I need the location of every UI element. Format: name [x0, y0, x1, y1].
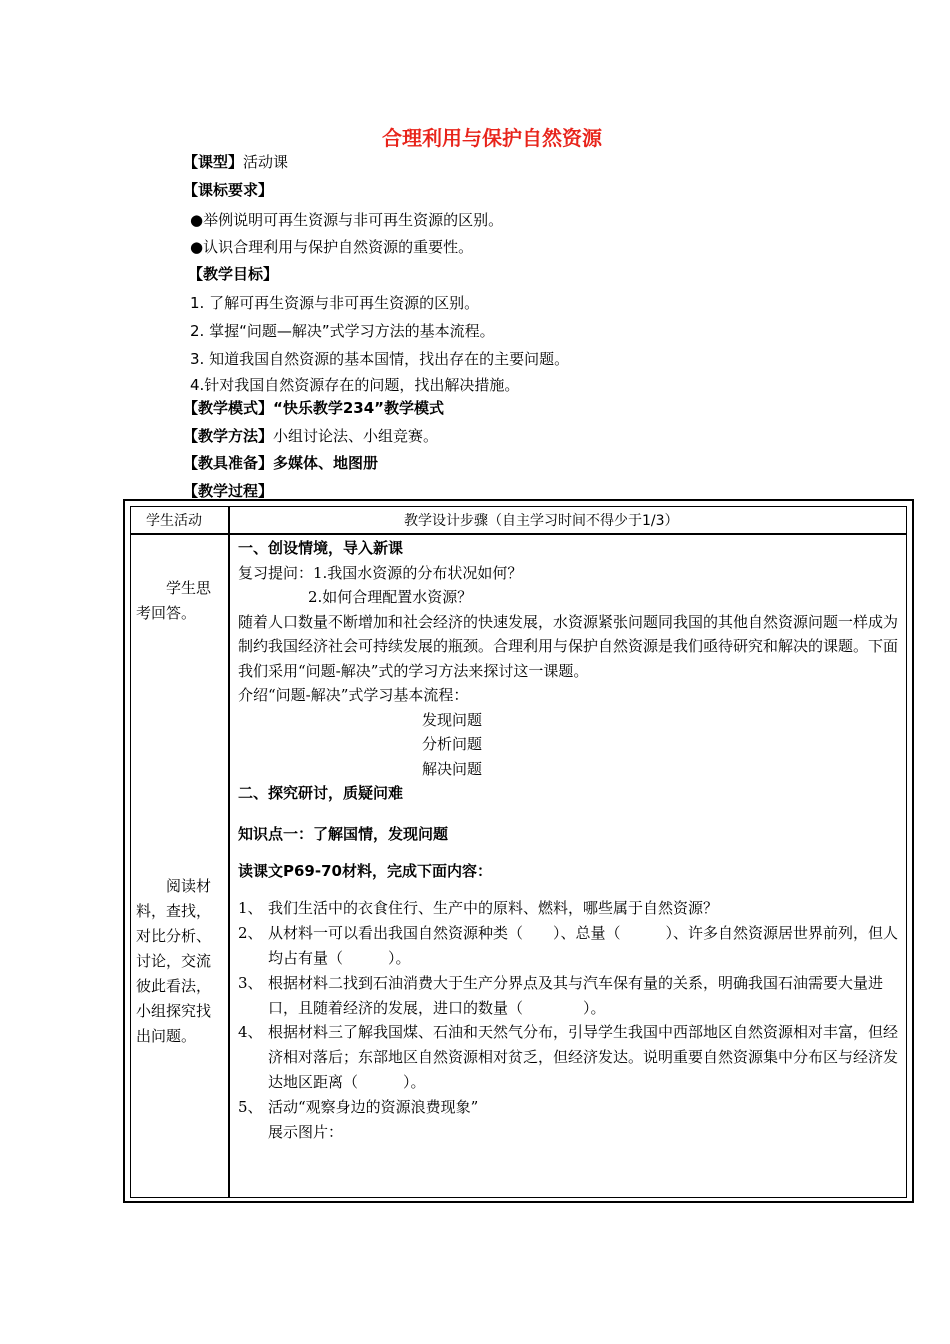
- question-text: 从材料一可以看出我国自然资源种类（ ）、总量（ ）、许多自然资源居世界前列，但人均占有量（ ）。: [268, 924, 899, 967]
- course-type-value: 活动课: [243, 153, 289, 171]
- mode-value: “快乐教学234”教学模式: [273, 399, 445, 417]
- reading-task: 读课文P69-70材料，完成下面内容：: [238, 862, 492, 880]
- question-number: 2、: [238, 924, 263, 942]
- goal-item: 1. 了解可再生资源与非可再生资源的区别。: [190, 294, 480, 312]
- standard-item: ●举例说明可再生资源与非可再生资源的区别。: [190, 211, 504, 229]
- question-number: 4、: [238, 1023, 263, 1041]
- section-intro: [238, 536, 900, 806]
- flow-step: 解决问题: [422, 759, 483, 778]
- section2-title: 二、探究研讨，质疑问难: [238, 784, 404, 802]
- flow-step: 发现问题: [422, 710, 483, 729]
- show-pictures-label: 展示图片：: [268, 1123, 344, 1141]
- teaching-tools: [183, 452, 378, 473]
- teaching-mode: [183, 397, 444, 418]
- goals-heading: [188, 263, 278, 284]
- tools-label: 【教具准备】: [183, 454, 274, 472]
- question-item: [238, 971, 900, 1021]
- course-type-label: 【课型】: [183, 153, 244, 171]
- standard-item: ●认识合理利用与保护自然资源的重要性。: [190, 238, 474, 256]
- question-text: 我们生活中的衣食住行、生产中的原料、燃料，哪些属于自然资源？: [268, 899, 719, 917]
- process-label: 【教学过程】: [183, 482, 274, 500]
- standards-heading: [183, 179, 273, 200]
- flow-step: 分析问题: [422, 735, 483, 753]
- header-design-steps: 教学设计步骤（自主学习时间不得少于1/3）: [404, 513, 679, 529]
- question-number: 3、: [238, 974, 263, 992]
- question-number: 1、: [238, 899, 263, 917]
- intro-paragraph: 随着人口数量不断增加和社会经济的快速发展，水资源紧张问题同我国的其他自然资源问题一样成为制约我国经济社会可持续发展的瓶颈。合理利用与保护自然资源是我们亟待研究和解决的课题。下面我们采用“问题-解决”式的学习方法来探讨这一课题。: [238, 612, 899, 680]
- standards-label: 【课标要求】: [183, 181, 274, 199]
- question-item: [238, 1020, 900, 1095]
- question-text: 根据材料二找到石油消费大于生产分界点及其与汽车保有量的关系，明确我国石油需要大量进口，且随着经济的发展，进口的数量（ ）。: [268, 974, 884, 1017]
- knowledge-point-1: 知识点一：了解国情，发现问题: [238, 825, 449, 843]
- method-label: 【教学方法】: [183, 427, 274, 445]
- flow-intro: 介绍“问题-解决”式学习基本流程：: [238, 686, 469, 704]
- review-question-1: 复习提问：1.我国水资源的分布状况如何？: [238, 563, 523, 582]
- course-type: [183, 151, 288, 172]
- student-activity-1: 学生思考回答。: [136, 579, 212, 622]
- goal-item: 2. 掌握“问题—解决”式学习方法的基本流程。: [190, 322, 495, 340]
- review-question-2: 2.如何合理配置水资源？: [308, 588, 473, 606]
- question-text: 活动“观察身边的资源浪费现象”: [268, 1098, 479, 1116]
- page-title: 合理利用与保护自然资源: [382, 126, 602, 150]
- goal-item: 4.针对我国自然资源存在的问题，找出解决措施。: [190, 376, 520, 394]
- goal-item: 3. 知道我国自然资源的基本国情，找出存在的主要问题。: [190, 350, 570, 368]
- teaching-method: [183, 425, 438, 446]
- header-student-activity: 学生活动: [146, 513, 202, 529]
- header-divider: [130, 533, 907, 535]
- show-pictures: [238, 1120, 900, 1145]
- goals-label: 【教学目标】: [188, 265, 279, 283]
- method-value: 小组讨论法、小组竞赛。: [273, 427, 439, 445]
- question-item: [238, 896, 900, 921]
- question-item: [238, 1095, 900, 1120]
- tools-value: 多媒体、地图册: [273, 454, 379, 472]
- process-heading: [183, 480, 273, 501]
- column-divider: [228, 506, 230, 1198]
- mode-label: 【教学模式】: [183, 399, 274, 417]
- question-text: 根据材料三了解我国煤、石油和天然气分布，引导学生我国中西部地区自然资源相对丰富，但经济相对落后；东部地区自然资源相对贫乏，但经济发达。说明重要自然资源集中分布区与经济发达地区距离（ ）。: [268, 1023, 899, 1091]
- question-number: 5、: [238, 1098, 263, 1116]
- section1-title: 一、创设情境，导入新课: [238, 539, 404, 557]
- student-activity-2: 阅读材料，查找，对比分析、讨论，交流彼此看法，小组探究找出问题。: [136, 877, 212, 1045]
- question-item: [238, 921, 900, 971]
